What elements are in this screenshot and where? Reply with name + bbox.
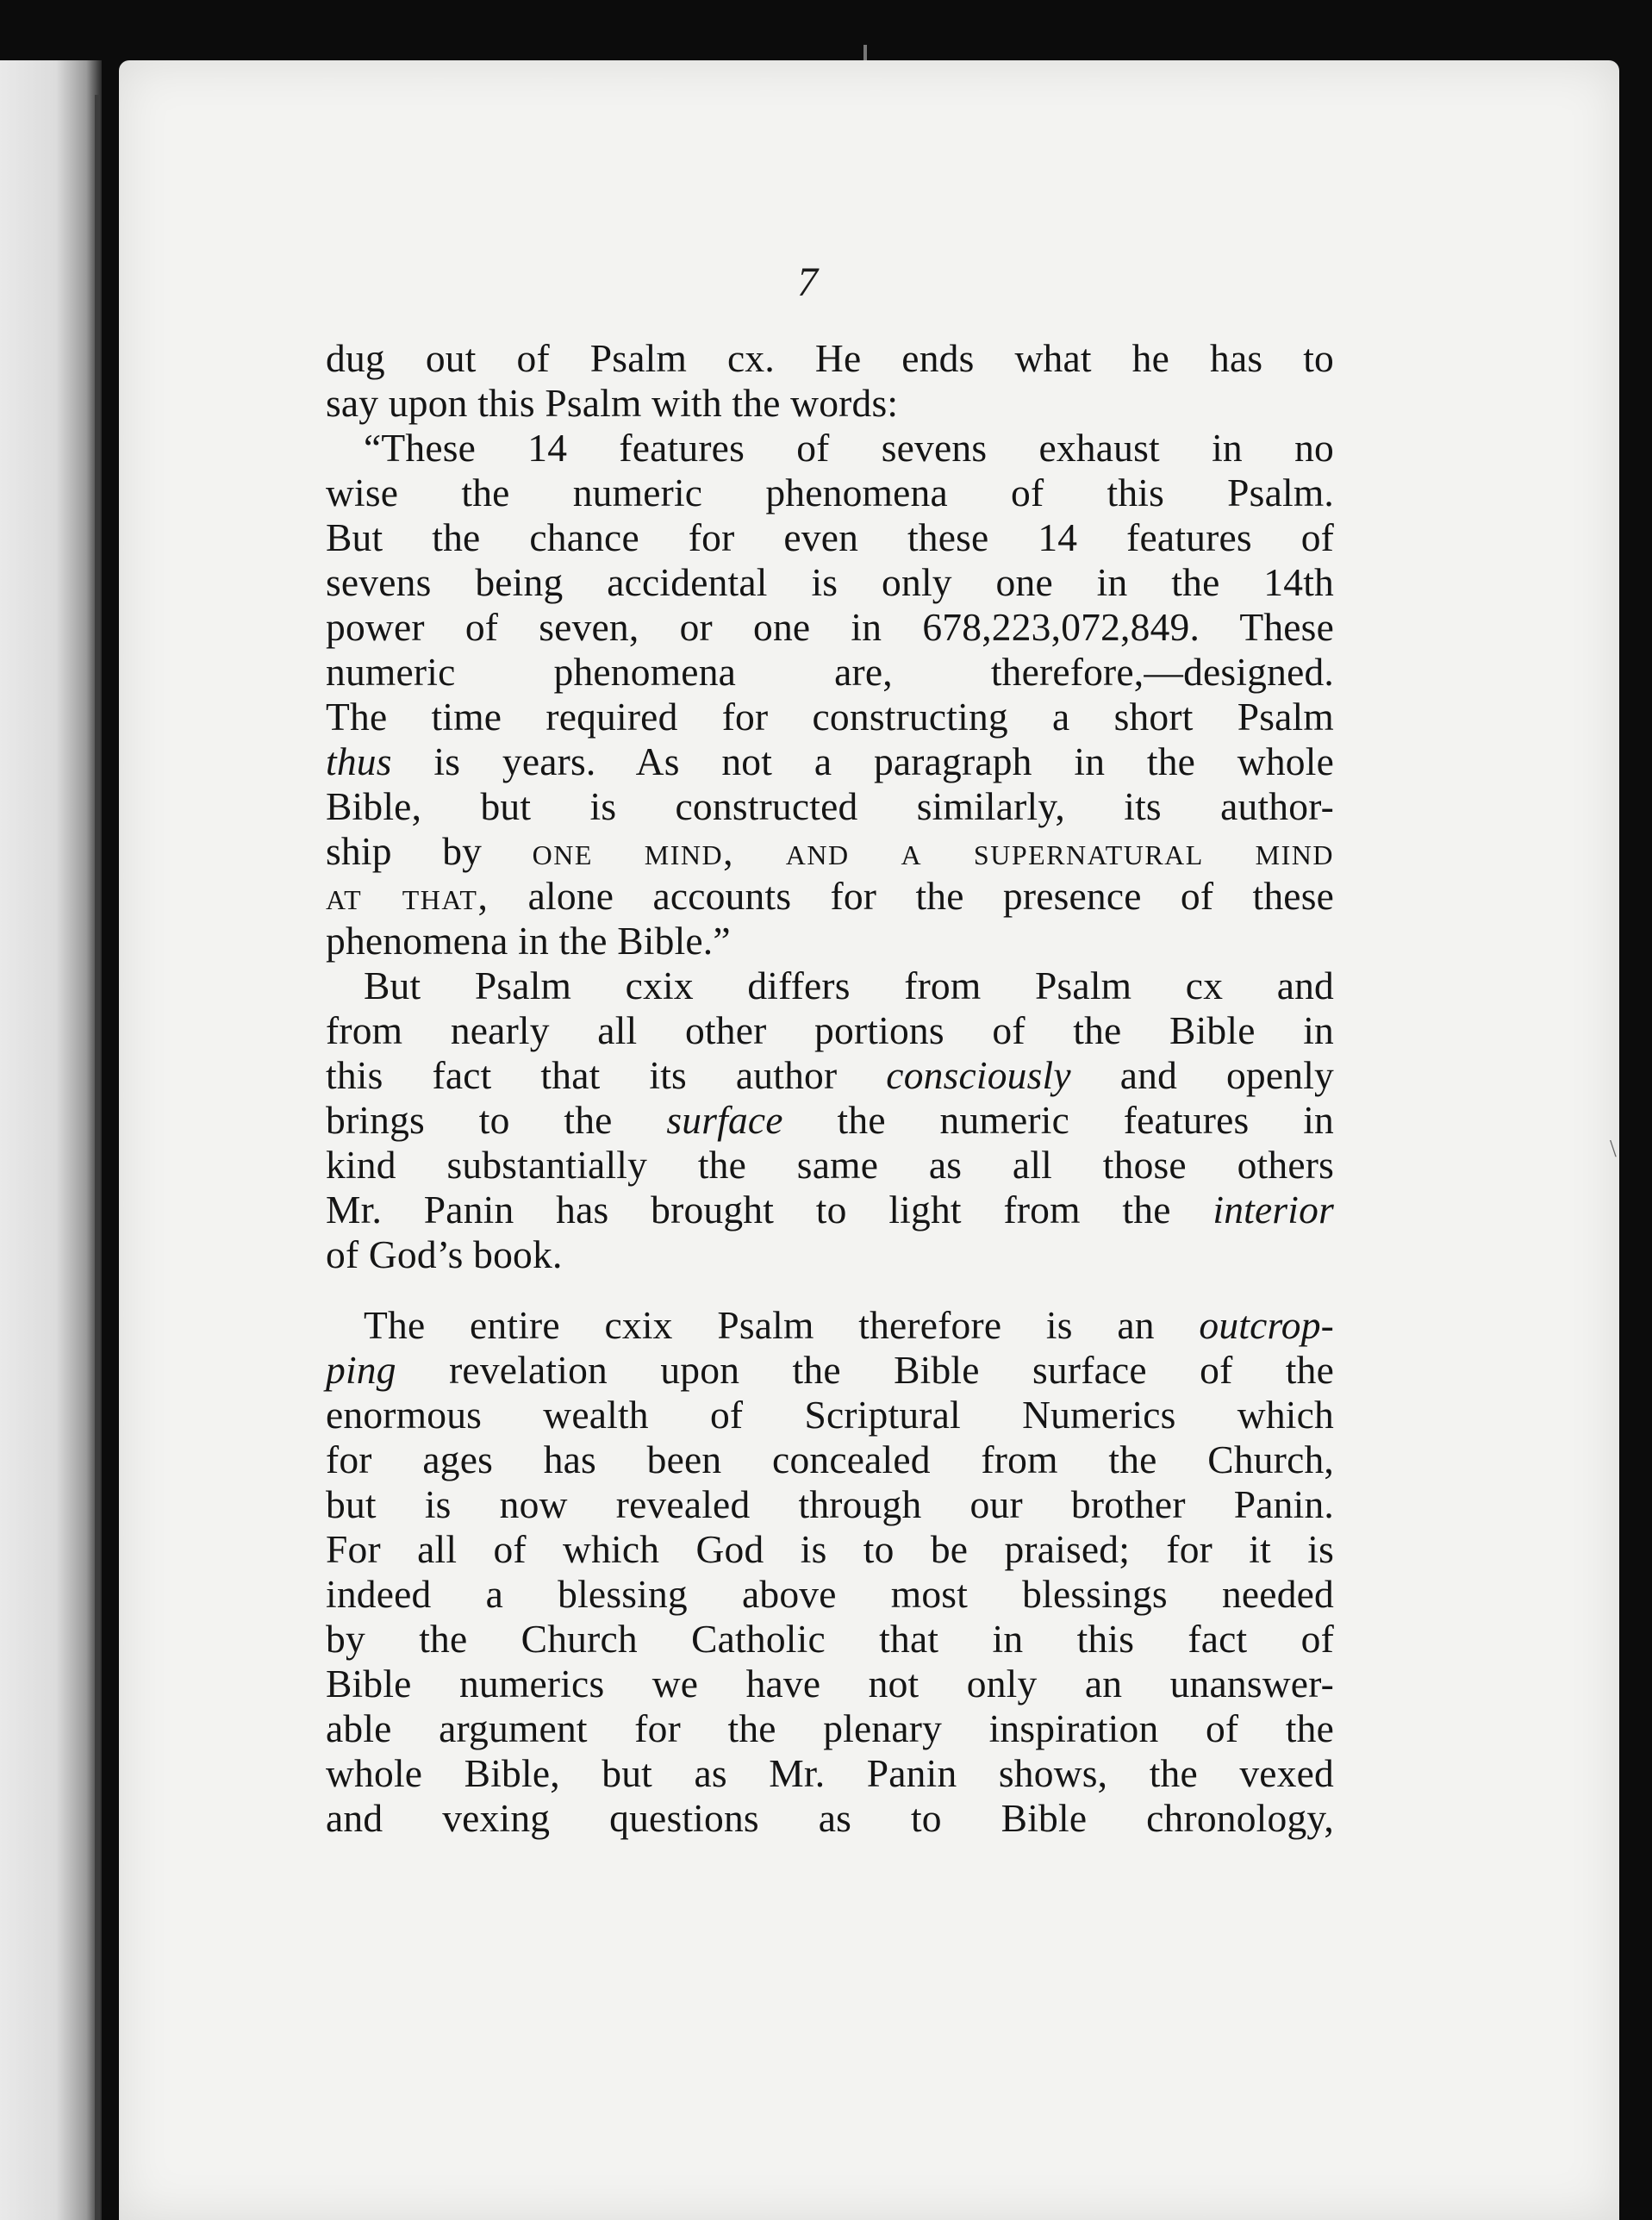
text-span: is years. As not a paragraph in the whole [391,739,1334,783]
text-span: ship by [326,829,533,873]
quote-line: wise the numeric phenomena of this Psalm. [326,471,1334,514]
top-scan-mark [863,45,867,60]
quote-line: Bible, but is constructed similarly, its author- [326,784,1334,828]
small-caps-text: one mind, and a supernatural mind [532,829,1335,873]
paragraph-gap [326,1277,1334,1303]
text-line: say upon this Psalm with the words: [326,381,899,425]
text-line: For all of which God is to be praised; for it is [326,1527,1334,1571]
text-line [326,1348,1334,1393]
text-line [326,1303,1334,1348]
italic-word: consciously [886,1053,1071,1097]
text-line: Bible numerics we have not only an unanswer- [326,1662,1334,1706]
text-span: brings to the [326,1098,667,1142]
text-line: from nearly all other portions of the Bible in [326,1008,1334,1052]
text-line [326,1053,1334,1098]
quote-line [326,874,1334,919]
facing-page-edge [0,60,102,2220]
text-line: by the Church Catholic that in this fact of [326,1617,1334,1661]
text-line: able argument for the plenary inspiration of the [326,1706,1334,1750]
small-caps-text: at that, [326,874,489,918]
text-span: The entire cxix Psalm therefore is an [364,1303,1200,1347]
quote-line [326,829,1334,874]
page-number: 7 [797,259,818,305]
text-line: of God’s book. [326,1232,563,1276]
text-line: enormous wealth of Scriptural Numerics which [326,1393,1334,1437]
italic-word: interior [1213,1188,1334,1232]
text-line [326,1188,1334,1232]
quote-line: The time required for constructing a short Psalm [326,695,1334,739]
text-line: whole Bible, but as Mr. Panin shows, the vexed [326,1751,1334,1795]
italic-word: thus [326,739,392,783]
text-line: kind substantially the same as all those others [326,1143,1334,1187]
gutter-shadow [95,95,100,2220]
margin-mark: \ [1610,1136,1617,1163]
text-line [326,1098,1334,1143]
text-line: for ages has been concealed from the Church, [326,1437,1334,1481]
quote-line: phenomena in the Bible.” [326,919,731,963]
text-span: revelation upon the Bible surface of the [396,1348,1334,1392]
text-span: Mr. Panin has brought to light from the [326,1188,1213,1232]
italic-word: ping [326,1348,396,1392]
italic-word: outcrop- [1199,1303,1334,1347]
text-span: and openly [1070,1053,1334,1097]
page-body-text [326,336,1334,1841]
quote-line: sevens being accidental is only one in the 14th [326,560,1334,604]
quote-line: But the chance for even these 14 features of [326,515,1334,559]
text-line: dug out of Psalm cx. He ends what he has to [326,336,1334,380]
text-span: this fact that its author [326,1053,887,1097]
quote-line: power of seven, or one in 678,223,072,849. These [326,605,1334,649]
text-line: and vexing questions as to Bible chronology, [326,1796,1334,1840]
text-line: indeed a blessing above most blessings needed [326,1572,1334,1616]
text-span: alone accounts for the presence of these [489,874,1335,918]
italic-word: surface [666,1098,783,1142]
quote-line: “These 14 features of sevens exhaust in no [364,426,1334,470]
text-span: the numeric features in [782,1098,1334,1142]
text-line: But Psalm cxix differs from Psalm cx and [364,963,1334,1007]
quote-line: numeric phenomena are, therefore,—designed. [326,650,1334,694]
text-line: but is now revealed through our brother Panin. [326,1482,1334,1526]
quote-line [326,739,1334,784]
